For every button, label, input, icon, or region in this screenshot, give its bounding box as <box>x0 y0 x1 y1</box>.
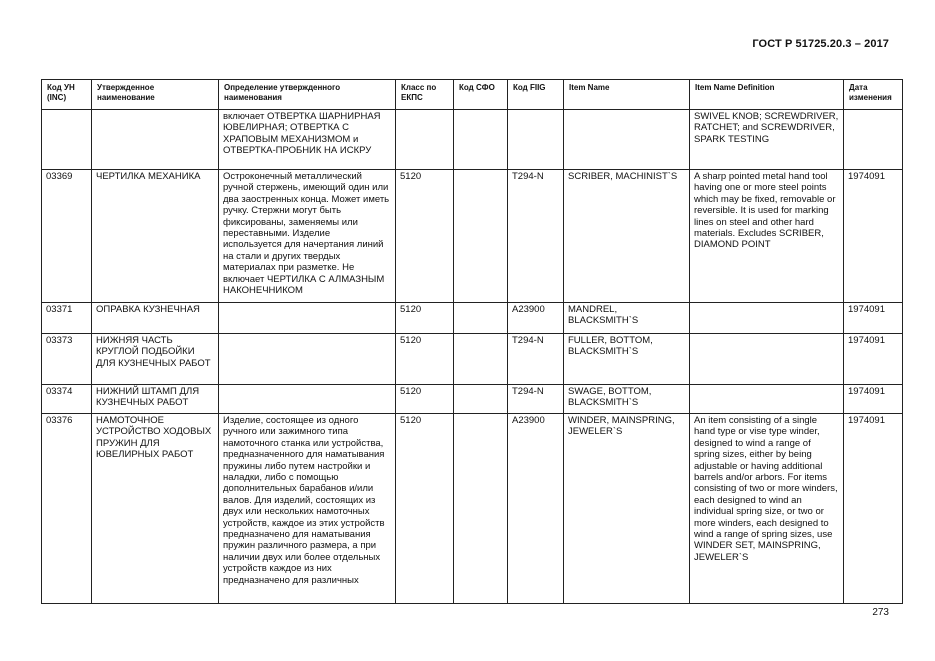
column-header-item-name: Item Name <box>564 80 690 110</box>
table-row <box>42 170 903 303</box>
cell-date: 1974091 <box>844 303 903 334</box>
table-row <box>42 414 903 604</box>
cell-definition <box>219 334 396 385</box>
cell-definition <box>219 385 396 414</box>
cell-ekps: 5120 <box>396 303 454 334</box>
cell-sfo <box>454 334 508 385</box>
cell-item-name: WINDER, MAINSPRING, JEWELER`S <box>564 414 690 604</box>
cell-item-name: MANDREL, BLACKSMITH`S <box>564 303 690 334</box>
cell-fiig: A23900 <box>508 414 564 604</box>
column-header-ekps: Класс по ЕКПС <box>396 80 454 110</box>
cell-sfo <box>454 385 508 414</box>
cell-inc <box>42 110 92 170</box>
cell-date: 1974091 <box>844 414 903 604</box>
cell-item-definition <box>690 334 844 385</box>
table-row <box>42 334 903 385</box>
cell-name: НИЖНЯЯ ЧАСТЬ КРУГЛОЙ ПОДБОЙКИ ДЛЯ КУЗНЕЧНЫХ РАБОТ <box>92 334 219 385</box>
column-header-name: Утвержденное наименование <box>92 80 219 110</box>
cell-item-definition <box>690 385 844 414</box>
cell-date: 1974091 <box>844 385 903 414</box>
cell-fiig <box>508 110 564 170</box>
table-row <box>42 110 903 170</box>
cell-item-definition: A sharp pointed metal hand tool having one or more steel points which may be fixed, removable or reversible. It is used for marking lines on steel and other hard materials. Excludes SCRIBER, DIAMOND POINT <box>690 170 844 303</box>
cell-name: НИЖНИЙ ШТАМП ДЛЯ КУЗНЕЧНЫХ РАБОТ <box>92 385 219 414</box>
cell-name <box>92 110 219 170</box>
cell-date <box>844 110 903 170</box>
cell-item-name: SWAGE, BOTTOM, BLACKSMITH`S <box>564 385 690 414</box>
table-row <box>42 385 903 414</box>
cell-item-name: SCRIBER, MACHINIST`S <box>564 170 690 303</box>
cell-inc: 03369 <box>42 170 92 303</box>
cell-fiig: T294-N <box>508 385 564 414</box>
cell-item-name <box>564 110 690 170</box>
column-header-date: Дата изменения <box>844 80 903 110</box>
cell-item-name: FULLER, BOTTOM, BLACKSMITH`S <box>564 334 690 385</box>
column-header-item-definition: Item Name Definition <box>690 80 844 110</box>
cell-ekps: 5120 <box>396 334 454 385</box>
cell-fiig: T294-N <box>508 170 564 303</box>
cell-fiig: A23900 <box>508 303 564 334</box>
cell-inc: 03371 <box>42 303 92 334</box>
cell-item-definition <box>690 303 844 334</box>
cell-sfo <box>454 170 508 303</box>
cell-sfo <box>454 110 508 170</box>
column-header-inc: Код УН (INC) <box>42 80 92 110</box>
cell-name: ЧЕРТИЛКА МЕХАНИКА <box>92 170 219 303</box>
cell-ekps: 5120 <box>396 414 454 604</box>
table-row <box>42 303 903 334</box>
cell-definition: включает ОТВЕРТКА ШАРНИРНАЯ ЮВЕЛИРНАЯ; ОТВЕРТКА С ХРАПОВЫМ МЕХАНИЗМОМ и ОТВЕРТКА-ПРОБНИК НА ИСКРУ <box>219 110 396 170</box>
cell-name: НАМОТОЧНОЕ УСТРОЙСТВО ХОДОВЫХ ПРУЖИН ДЛЯ ЮВЕЛИРНЫХ РАБОТ <box>92 414 219 604</box>
cell-sfo <box>454 303 508 334</box>
column-header-fiig: Код FIIG <box>508 80 564 110</box>
cell-name: ОПРАВКА КУЗНЕЧНАЯ <box>92 303 219 334</box>
cell-item-definition: An item consisting of a single hand type or vise type winder, designed to wind a range of spring sizes, either by being adjustable or having additional barrels and/or arbors. For items consisting of two or more winders, each designed to wind an individual spring size, or two or more winders, each designed to wind a range of spring sizes, use WINDER SET, MAINSPRING, JEWELER`S <box>690 414 844 604</box>
page-number: 273 <box>872 607 889 618</box>
cell-date: 1974091 <box>844 334 903 385</box>
cell-sfo <box>454 414 508 604</box>
cell-definition <box>219 303 396 334</box>
specification-table <box>41 79 903 604</box>
cell-item-definition: SWIVEL KNOB; SCREWDRIVER, RATCHET; and SCREWDRIVER, SPARK TESTING <box>690 110 844 170</box>
cell-ekps: 5120 <box>396 170 454 303</box>
table-header-row <box>42 80 903 110</box>
column-header-definition: Определение утвержденного наименования <box>219 80 396 110</box>
document-code: ГОСТ Р 51725.20.3 – 2017 <box>752 38 889 50</box>
cell-definition: Остроконечный металлический ручной стержень, имеющий один или два заостренных конца. Может иметь ручку. Стержни могут быть фиксированы, заменяемы или переставными. Изделие используется для начертания линий на стали и других твердых материалах при разметке. Не включает ЧЕРТИЛКА С АЛМАЗНЫМ НАКОНЕЧНИКОМ <box>219 170 396 303</box>
cell-ekps: 5120 <box>396 385 454 414</box>
cell-definition: Изделие, состоящее из одного ручного или зажимного типа намоточного станка или устройства, предназначенного для наматывания пружины либо путем настройки и наладки, либо с помощью дополнительных барабанов и/или валов. Для изделий, состоящих из двух или нескольких намоточных устройств, каждое из этих устройств предназначено для наматывания пружин различного размера, а при наличии двух или более отдельных устройств каждое из них предназначено для различных <box>219 414 396 604</box>
cell-date: 1974091 <box>844 170 903 303</box>
column-header-sfo: Код СФО <box>454 80 508 110</box>
cell-inc: 03374 <box>42 385 92 414</box>
cell-fiig: T294-N <box>508 334 564 385</box>
cell-inc: 03376 <box>42 414 92 604</box>
cell-ekps <box>396 110 454 170</box>
cell-inc: 03373 <box>42 334 92 385</box>
